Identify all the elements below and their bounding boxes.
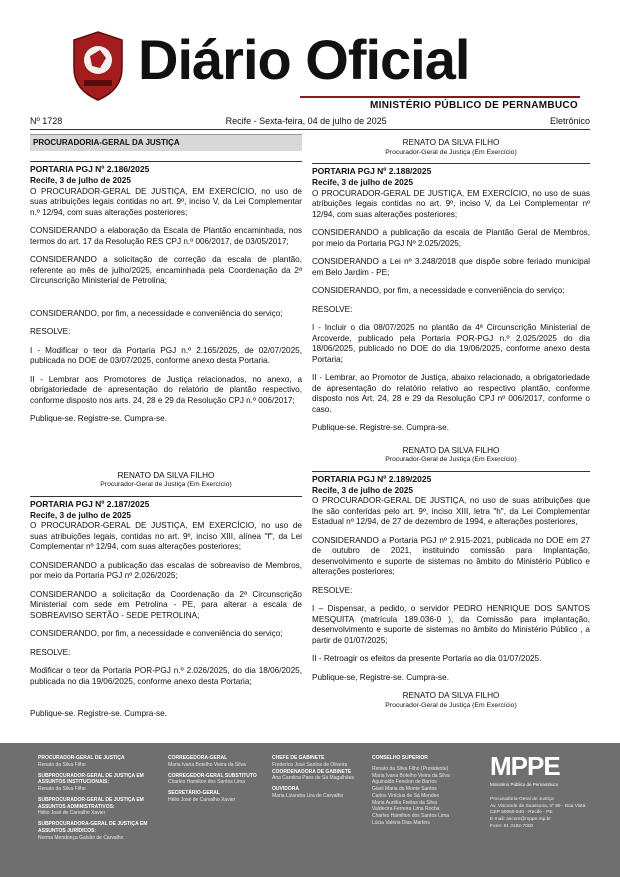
address-line: Procuradoria-Geral de Justiça — [490, 797, 554, 802]
portaria-title: PORTARIA PGJ Nº 2.187/2025 — [30, 496, 302, 510]
portaria-title: PORTARIA PGJ Nº 2.189/2025 — [312, 471, 590, 485]
footer-heading: PROCURADOR-GERAL DE JUSTIÇA — [38, 755, 125, 761]
issue-number: Nº 1728 — [30, 116, 63, 126]
address-line: CEP 50050-540 - Recife - PE — [490, 810, 553, 816]
council-member: Renato da Silva Filho (Presidente) — [372, 765, 449, 772]
footer-heading: OUVIDORA — [272, 786, 299, 792]
council-member: Valdecira Ferreira Lima Rocha — [372, 806, 440, 813]
paragraph: Modificar o teor da Portaria POR-PGJ n.º 2.026/2025, do dia 18/06/2025, publicada no dia 19/06/2025, conforme anexo desta Portaria; — [30, 666, 302, 686]
footer-heading: SECRETÁRIO-GERAL — [168, 790, 220, 796]
portaria-2189 — [312, 471, 590, 711]
council-member: Charles Hamilton dos Santos Lima — [372, 813, 449, 819]
paragraph: O PROCURADOR-GERAL DE JUSTIÇA, EM EXERCÍCIO, no uso de suas atribuições legais, contidas no art. 9º, inciso XIII, alínea "f", da Lei Complementar nº 12/94, com suas alterações posteriores; — [30, 521, 302, 552]
footer-text: Renato da Silva Filho — [38, 761, 86, 768]
signature-role: Procurador-Geral de Justiça (Em Exercício) — [385, 456, 517, 464]
council-member: Aguinaldo Fenelon de Barros — [372, 779, 437, 786]
footer-text: Norma Mendonça Galvão de Carvalho — [38, 834, 124, 841]
paragraph: RESOLVE: — [312, 585, 353, 595]
signature-role: Procurador-Geral de Justiça (Em Exercício) — [100, 481, 232, 489]
footer-heading: CONSELHO SUPERIOR — [372, 755, 428, 761]
paragraph: CONSIDERANDO a solicitação da Coordenação da 2ª Circunscrição Ministerial com sede em Petrolina - PE, para alterar a escala de SOBREAVISO SERTÃO - SEDE PETROLINA; — [30, 589, 302, 620]
mppe-logo — [490, 751, 598, 831]
paragraph: II - Lembrar, ao Promotor de Justiça, abaixo relacionado, a obrigatoriedade de apresentação do relatório relativo ao respectivo plantão, conforme disposto nos Art. 24, 28 e 29 da Resolução CPJ nº 006/2017, conforme o caso. — [312, 373, 590, 414]
paragraph: CONSIDERANDO a elaboração da Escala de Plantão encaminhada, nos termos do art. 17 da Resolução RES CPJ n.º 006/2017, de 03/05/2017; — [30, 226, 302, 246]
footer-text: Renato da Silva Filho — [38, 786, 86, 792]
signature-name: RENATO DA SILVA FILHO — [117, 470, 215, 480]
footer-heading: SUBPROCURADOR-GERAL DE JUSTIÇA EM ASSUNTOS INSTITUCIONAIS: — [38, 772, 144, 786]
footer-text: Maria Lizandra Lira de Carvalho — [272, 792, 344, 799]
portaria-date: Recife, 3 de julho de 2025 — [30, 175, 131, 186]
issue-edition: Eletrônico — [549, 116, 590, 126]
masthead-title: Diário Oficial — [138, 28, 470, 91]
section-header: PROCURADORIA-GERAL DA JUSTIÇA — [30, 134, 302, 151]
paragraph: CONSIDERANDO a publicação das escalas de sobreaviso de Membros, por meio da Portaria PGJ nº 2.026/2025; — [30, 560, 302, 581]
portaria-date: Recife, 3 de julho de 2025 — [30, 509, 131, 520]
footer-col-1 — [38, 755, 158, 845]
masthead-subtitle: MINISTÉRIO PÚBLICO DE PERNAMBUCO — [370, 100, 578, 111]
portaria-2187 — [30, 496, 302, 720]
paragraph: CONSIDERANDO, por fim, a necessidade e conveniência do serviço; — [312, 286, 565, 296]
footer-heading: COORDENADORA DE GABINETE — [272, 768, 352, 775]
issue-date: Recife - Sexta-feira, 04 de julho de 2025 — [225, 116, 387, 126]
footer-col-4 — [372, 755, 472, 827]
council-member: Giani Maria do Monte Santos — [372, 786, 437, 792]
paragraph: Publique-se. Registre-se. Cumpra-se. — [30, 709, 167, 719]
paragraph: RESOLVE: — [312, 304, 353, 314]
signature-name: RENATO DA SILVA FILHO — [402, 138, 500, 147]
paragraph: I - Modificar o teor da Portaria PGJ n.º 2.165/2025, de 02/07/2025, publicada no DOE de 03/07/2025, conforme anexo desta Portaria. — [30, 345, 302, 366]
portaria-date: Recife, 3 de julho de 2025 — [312, 177, 413, 188]
portaria-2186 — [30, 161, 302, 490]
footer-text: Hélio José de Carvalho Xavier — [38, 810, 106, 817]
logo-mark: MPPE — [490, 751, 560, 781]
paragraph: CONSIDERANDO, por fim, a necessidade e conveniência do serviço; — [30, 629, 283, 639]
mppe-seal-icon — [70, 30, 126, 102]
footer-text: Ana Carolina Paes de Sá Magalhães — [272, 775, 354, 782]
council-member: Maria Aurélia Freitas da Silva — [372, 799, 438, 806]
signature-name: RENATO DA SILVA FILHO — [402, 445, 500, 455]
paragraph: O PROCURADOR-GERAL DE JUSTIÇA, EM EXERCÍCIO, no uso de suas atribuições legais contidas no art. 9º, inciso V, da Lei Complementar nº 12/94, com suas alterações posteriores; — [312, 188, 590, 219]
paragraph: CONSIDERANDO a solicitação de correção da escala de plantão, referente ao mês de julho/2025, encaminhada pela Coordenação da 2ª Circunscrição Ministerial de Petrolina; — [30, 255, 302, 286]
paragraph: O PROCURADOR-GERAL DE JUSTIÇA, EM EXERCÍCIO, no uso de suas atribuições legais contidas no art. 9º, inciso V, da Lei Complementar n.º 12/94, com suas alterações posteriores; — [30, 186, 302, 217]
masthead — [0, 0, 620, 118]
footer-heading: CHEFE DE GABINETE — [272, 755, 325, 761]
paragraph: RESOLVE: — [30, 647, 71, 657]
signature-role: Procurador-Geral de Justiça (Em Exercício) — [385, 701, 517, 709]
paragraph: I - Incluir o dia 08/07/2025 no plantão da 4ª Circunscrição Ministerial de Arcoverde, publicado pela Portaria POR-PGJ n.º 2.025/2025 do dia 18/06/2025, publicado no DOE do dia 19/06/2025, conforme anexo desta Portaria; — [312, 323, 590, 364]
paragraph: II - Retroagir os efeitos da presente Portaria ao dia 01/07/2025. — [312, 654, 542, 664]
council-member: Carlos Vinícius de Sá Mendes — [372, 792, 439, 799]
footer-text: Maria Ivana Botelho Vieira da Silva — [168, 761, 246, 768]
portaria-title: PORTARIA PGJ Nº 2.186/2025 — [30, 161, 302, 175]
paragraph: I – Dispensar, a pedido, o servidor PEDRO HENRIQUE DOS SANTOS MESQUITA (matrícula 189.036-0 ), da Comissão para implantação, desenvolvimento e suporte de sistemas no âmbito do Ministério Público , a partir de 01/07/2025; — [312, 604, 590, 645]
signature — [312, 138, 590, 157]
address-line: E-mail: ascom@mppe.mp.br — [490, 817, 551, 823]
portaria-title: PORTARIA PGJ Nº 2.188/2025 — [312, 163, 590, 177]
footer-heading: SUBPROCURADOR-GERAL DE JUSTIÇA EM ASSUNTOS ADMINISTRATIVOS: — [38, 796, 144, 810]
footer-address — [490, 797, 598, 831]
infobar-rule — [30, 129, 590, 130]
footer-text: Charles Hamilton dos Santos Lima — [168, 779, 245, 786]
footer-heading: SUBPROCURADORA-GERAL DE JUSTIÇA EM ASSUNTOS JURÍDICOS: — [38, 821, 148, 834]
signature — [30, 471, 302, 490]
footer-text: Frederico José Santos de Oliveira — [272, 761, 348, 768]
footer-heading: CORREGEDORA-GERAL — [168, 755, 228, 761]
paragraph: Publique-se. Registre-se. Cumpra-se. — [30, 414, 167, 424]
signature-role: Procurador-Geral de Justiça (Em Exercício) — [385, 148, 517, 156]
address-line: Fone: 81 3182-7000 — [490, 823, 534, 829]
portaria-2188 — [312, 163, 590, 465]
signature — [312, 691, 590, 710]
footer — [0, 743, 620, 877]
portaria-date: Recife, 3 de julho de 2025 — [312, 484, 413, 495]
logo-text: Ministério Público de Pernambuco — [490, 782, 559, 787]
address-line: Av. Visconde de Suassuna, nº 99 - Boa Vista — [490, 803, 586, 809]
paragraph: CONSIDERANDO a publicação da escala de Plantão Geral de Membros, por meio da Portaria PGJ Nº 2.025/2025; — [312, 228, 590, 248]
footer-text: Hélio José de Carvalho Xavier — [168, 796, 236, 803]
signature-name: RENATO DA SILVA FILHO — [402, 691, 500, 701]
masthead-rule — [300, 96, 580, 98]
paragraph: Publique-se, Registre-se. Cumpra-se. — [312, 672, 449, 682]
footer-col-3 — [272, 755, 367, 804]
paragraph: CONSIDERANDO a Portaria PGJ nº 2.915-2021, publicada no DOE em 27 de outubro de 2021, instituindo comissão para Implantação, desenvolvimento e suporte de sistemas no âmbito do Ministério Público e alterações posteriores; — [312, 535, 590, 577]
paragraph: CONSIDERANDO, por fim, a necessidade e conveniência do serviço; — [30, 308, 283, 318]
signature — [312, 446, 590, 465]
council-member: Maria Ivana Botelho Vieira da Silva — [372, 772, 450, 779]
paragraph: CONSIDERANDO a Lei nº 3.248/2018 que dispõe sobre feriado municipal em Belo Jardim - PE; — [312, 257, 590, 277]
paragraph: O PROCURADOR-GERAL DE JUSTIÇA, no uso de suas atribuições que lhe são conferidas pelo art. 9º, inciso XIII, letra "h", da Lei Complementar Estadual nº 12/94, de 27 de dezembro de 1994, e alterações posteriores, — [312, 496, 590, 527]
paragraph: Publique-se. Registre-se. Cumpra-se. — [312, 423, 449, 433]
right-column — [312, 134, 590, 717]
left-column — [30, 134, 302, 728]
paragraph: II - Lembrar aos Promotores de Justiça relacionados, no anexo, a obrigatoriedade de apresentação do relatório de plantão respectivo, conforme disposto nos arts. 24, 28 e 29 da Resolução CPJ n.º 006/2017; — [30, 374, 302, 405]
footer-col-2 — [168, 755, 268, 808]
footer-heading: CORREGEDOR-GERAL SUBSTITUTO — [168, 772, 257, 779]
council-member: Lúcia Valéria Dias Martins — [372, 819, 430, 826]
paragraph: RESOLVE: — [30, 327, 71, 337]
issue-infobar — [30, 116, 590, 130]
